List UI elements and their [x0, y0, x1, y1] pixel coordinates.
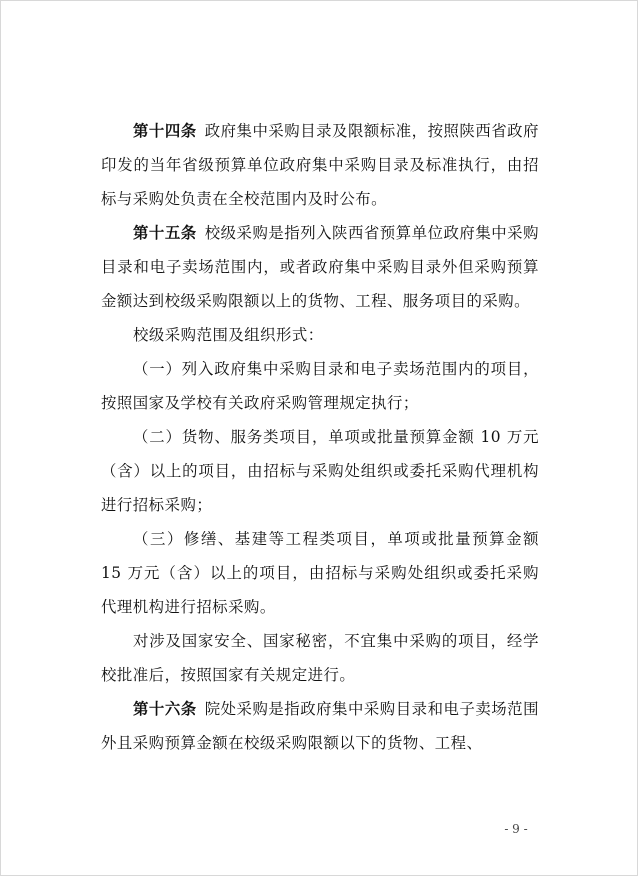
security-note: 对涉及国家安全、国家秘密，不宜集中采购的项目，经学校批准后，按照国家有关规定进行。 — [101, 632, 539, 684]
article-15-heading: 第十五条 — [133, 224, 197, 242]
scope-item-1: （一）列入政府集中采购目录和电子卖场范围内的项目，按照国家及学校有关政府采购管理规定执行； — [101, 360, 539, 412]
scope-item-2: （二）货物、服务类项目，单项或批量预算金额 10 万元（含）以上的项目，由招标与采购处组织或委托采购代理机构进行招标采购； — [101, 428, 539, 514]
document-body — [101, 114, 539, 760]
article-14 — [101, 114, 539, 216]
page-number: - 9 - — [504, 822, 528, 836]
article-15-text: 校级采购是指列入陕西省预算单位政府集中采购目录和电子卖场范围内，或者政府集中采购目录外但采购预算金额达到校级采购限额以上的货物、工程、服务项目的采购。 — [101, 224, 539, 310]
article-16 — [101, 692, 539, 760]
scope-title: 校级采购范围及组织形式： — [133, 326, 324, 344]
article-16-text: 院处采购是指政府集中采购目录和电子卖场范围外且采购预算金额在校级采购限额以下的货物、工程、 — [101, 700, 539, 752]
article-15 — [101, 216, 539, 318]
article-14-text: 政府集中采购目录及限额标准，按照陕西省政府印发的当年省级预算单位政府集中采购目录及标准执行，由招标与采购处负责在全校范围内及时公布。 — [101, 122, 539, 208]
scope-item-3: （三）修缮、基建等工程类项目，单项或批量预算金额 15 万元（含）以上的项目，由招标与采购处组织或委托采购代理机构进行招标采购。 — [101, 530, 539, 616]
article-16-heading: 第十六条 — [133, 700, 197, 718]
article-14-heading: 第十四条 — [133, 122, 197, 140]
